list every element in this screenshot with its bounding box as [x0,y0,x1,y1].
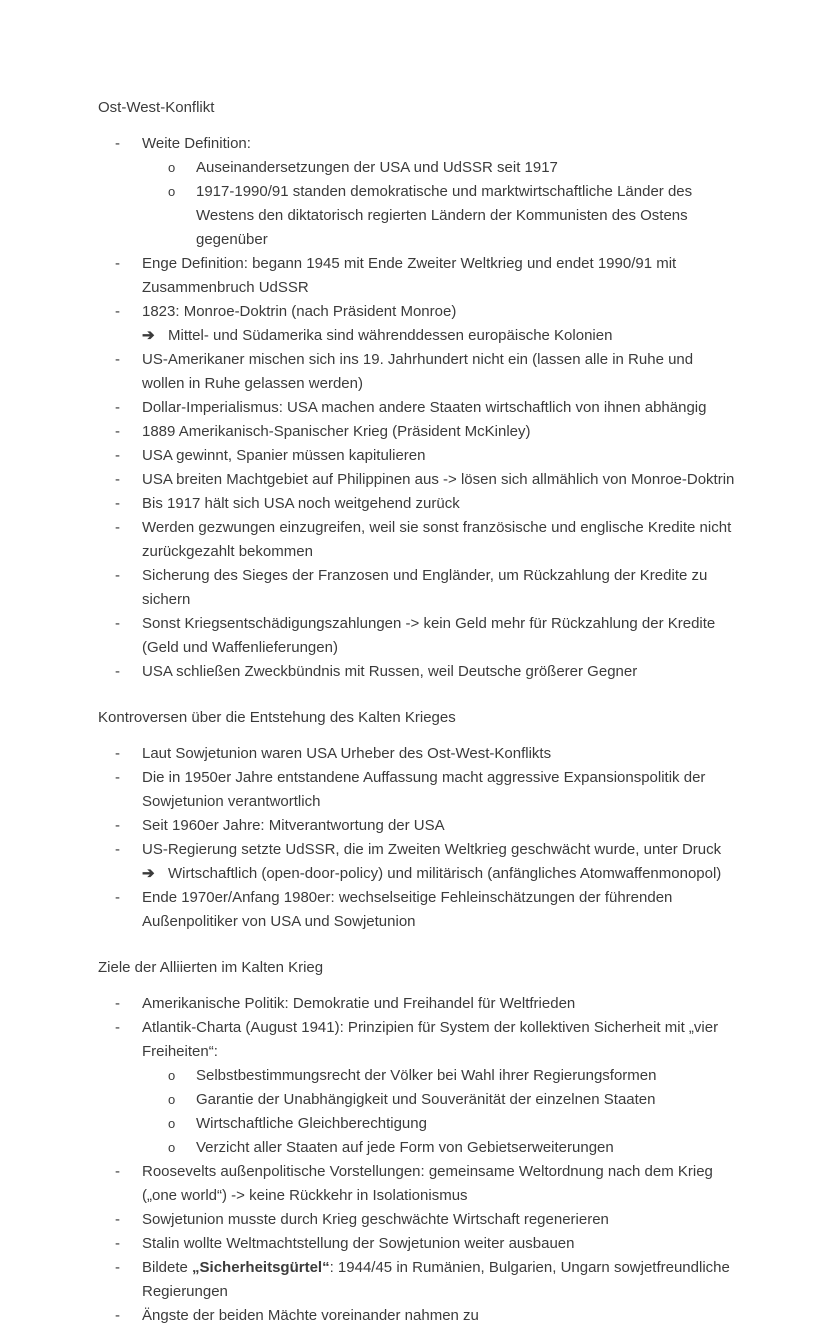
bullet-item [98,1088,736,1112]
circle-bullet-icon: o [168,160,176,175]
bullet-text: Verzicht aller Staaten auf jede Form von Gebietserweiterungen [196,1139,614,1156]
bullet-item [98,252,736,300]
bullet-item [98,862,736,886]
section-heading: Kontroversen über die Entstehung des Kalten Krieges [98,709,456,726]
dash-bullet-icon: - [115,471,120,488]
section-heading: Ziele der Alliierten im Kalten Krieg [98,959,324,976]
dash-bullet-icon: - [115,423,120,440]
dash-bullet-icon: - [115,995,120,1012]
bullet-item [98,766,736,814]
bullet-text: 1889 Amerikanisch-Spanischer Krieg (Präsident McKinley) [142,423,531,440]
bullet-item [98,1016,736,1064]
bullet-text: Mittel- und Südamerika sind währenddessen europäische Kolonien [168,327,613,344]
dash-bullet-icon: - [115,1211,120,1228]
section-gap [98,684,736,706]
bullet-item [98,1112,736,1136]
document-body [98,96,736,1328]
circle-bullet-icon: o [168,1116,176,1131]
bullet-text: Wirtschaftliche Gleichberechtigung [196,1115,427,1132]
dash-bullet-icon: - [115,615,120,632]
bullet-text: USA schließen Zweckbündnis mit Russen, weil Deutsche größerer Gegner [142,663,638,680]
bullet-item [98,814,736,838]
dash-bullet-icon: - [115,519,120,536]
dash-bullet-icon: - [115,135,120,152]
bullet-text: Ende 1970er/Anfang 1980er: wechselseitige Fehleinschätzungen der führenden Außenpolitiker von USA und Sowjetunion [142,889,673,930]
bullet-item [98,992,736,1016]
bullet-item [98,660,736,684]
bullet-text: Weite Definition: [142,135,251,152]
dash-bullet-icon: - [115,1163,120,1180]
bullet-text: Atlantik-Charta (August 1941): Prinzipien für System der kollektiven Sicherheit mit „vier Freiheiten“: [142,1019,719,1060]
circle-bullet-icon: o [168,184,176,199]
bullet-item [98,1208,736,1232]
circle-bullet-icon: o [168,1140,176,1155]
dash-bullet-icon: - [115,663,120,680]
bullet-item [98,132,736,156]
heading-gap [98,120,736,132]
bullet-item [98,1304,736,1328]
bullet-item [98,180,736,252]
dash-bullet-icon: - [115,399,120,416]
bullet-text: 1823: Monroe-Doktrin (nach Präsident Monroe) [142,303,457,320]
bullet-item [98,612,736,660]
bullet-item [98,324,736,348]
dash-bullet-icon: - [115,1235,120,1252]
bullet-text: Auseinandersetzungen der USA und UdSSR seit 1917 [196,159,558,176]
bullet-text: Amerikanische Politik: Demokratie und Freihandel für Weltfrieden [142,995,576,1012]
bullet-text: Sowjetunion musste durch Krieg geschwächte Wirtschaft regenerieren [142,1211,609,1228]
dash-bullet-icon: - [115,255,120,272]
bullet-text: USA gewinnt, Spanier müssen kapitulieren [142,447,426,464]
bullet-text: Selbstbestimmungsrecht der Völker bei Wahl ihrer Regierungsformen [196,1067,657,1084]
arrow-bullet-icon: ➔ [142,865,155,882]
bullet-item [98,742,736,766]
heading-gap [98,980,736,992]
bullet-text: Seit 1960er Jahre: Mitverantwortung der USA [142,817,445,834]
bullet-item [98,420,736,444]
bullet-text: Bildete „Sicherheitsgürtel“: 1944/45 in Rumänien, Bulgarien, Ungarn sowjetfreundliche Regierungen [142,1259,730,1300]
dash-bullet-icon: - [115,1259,120,1276]
bullet-item [98,1256,736,1304]
dash-bullet-icon: - [115,1019,120,1036]
bullet-text: Roosevelts außenpolitische Vorstellungen: gemeinsame Weltordnung nach dem Krieg („one world“) -> keine Rückkehr in Isolationismus [142,1163,713,1204]
bullet-text: Sicherung des Sieges der Franzosen und Engländer, um Rückzahlung der Kredite zu sichern [142,567,708,608]
bullet-item [98,396,736,420]
dash-bullet-icon: - [115,495,120,512]
circle-bullet-icon: o [168,1068,176,1083]
heading-gap [98,730,736,742]
bullet-item [98,564,736,612]
bullet-text: Enge Definition: begann 1945 mit Ende Zweiter Weltkrieg und endet 1990/91 mit Zusammenbruch UdSSR [142,255,677,296]
bullet-text: Bis 1917 hält sich USA noch weitgehend zurück [142,495,460,512]
arrow-bullet-icon: ➔ [142,327,155,344]
bullet-text: Dollar-Imperialismus: USA machen andere Staaten wirtschaftlich von ihnen abhängig [142,399,707,416]
dash-bullet-icon: - [115,841,120,858]
section-heading: Ost-West-Konflikt [98,99,215,116]
bullet-text: Sonst Kriegsentschädigungszahlungen -> kein Geld mehr für Rückzahlung der Kredite (Geld und Waffenlieferungen) [142,615,716,656]
dash-bullet-icon: - [115,1307,120,1324]
dash-bullet-icon: - [115,447,120,464]
dash-bullet-icon: - [115,351,120,368]
bullet-item [98,1136,736,1160]
bullet-text: Stalin wollte Weltmachtstellung der Sowjetunion weiter ausbauen [142,1235,575,1252]
bullet-text: Laut Sowjetunion waren USA Urheber des Ost-West-Konflikts [142,745,552,762]
bullet-item [98,838,736,862]
bullet-text: Garantie der Unabhängigkeit und Souveränität der einzelnen Staaten [196,1091,656,1108]
dash-bullet-icon: - [115,745,120,762]
dash-bullet-icon: - [115,817,120,834]
bullet-text: US-Amerikaner mischen sich ins 19. Jahrhundert nicht ein (lassen alle in Ruhe und wollen in Ruhe gelassen werden) [142,351,694,392]
bullet-item [98,468,736,492]
bullet-item [98,156,736,180]
bullet-item [98,1064,736,1088]
dash-bullet-icon: - [115,889,120,906]
bullet-text: Die in 1950er Jahre entstandene Auffassung macht aggressive Expansionspolitik der Sowjetunion verantwortlich [142,769,706,810]
bullet-item [98,444,736,468]
bullet-item [98,516,736,564]
bullet-item [98,300,736,324]
bullet-text: USA breiten Machtgebiet auf Philippinen aus -> lösen sich allmählich von Monroe-Doktrin [142,471,735,488]
bullet-text: 1917-1990/91 standen demokratische und marktwirtschaftliche Länder des Westens den diktatorisch regierten Ländern der Kommunisten des Ostens gegenüber [196,183,693,248]
circle-bullet-icon: o [168,1092,176,1107]
dash-bullet-icon: - [115,769,120,786]
bullet-text: US-Regierung setzte UdSSR, die im Zweiten Weltkrieg geschwächt wurde, unter Druck [142,841,722,858]
dash-bullet-icon: - [115,303,120,320]
bullet-item [98,492,736,516]
bullet-text: Werden gezwungen einzugreifen, weil sie sonst französische und englische Kredite nicht zurückgezahlt bekommen [142,519,732,560]
dash-bullet-icon: - [115,567,120,584]
bullet-item [98,1232,736,1256]
bullet-item [98,1160,736,1208]
bullet-item [98,348,736,396]
bullet-text: Wirtschaftlich (open-door-policy) und militärisch (anfängliches Atomwaffenmonopol) [168,865,722,882]
bullet-item [98,886,736,934]
bullet-text: Ängste der beiden Mächte voreinander nahmen zu [142,1307,479,1324]
section-gap [98,934,736,956]
